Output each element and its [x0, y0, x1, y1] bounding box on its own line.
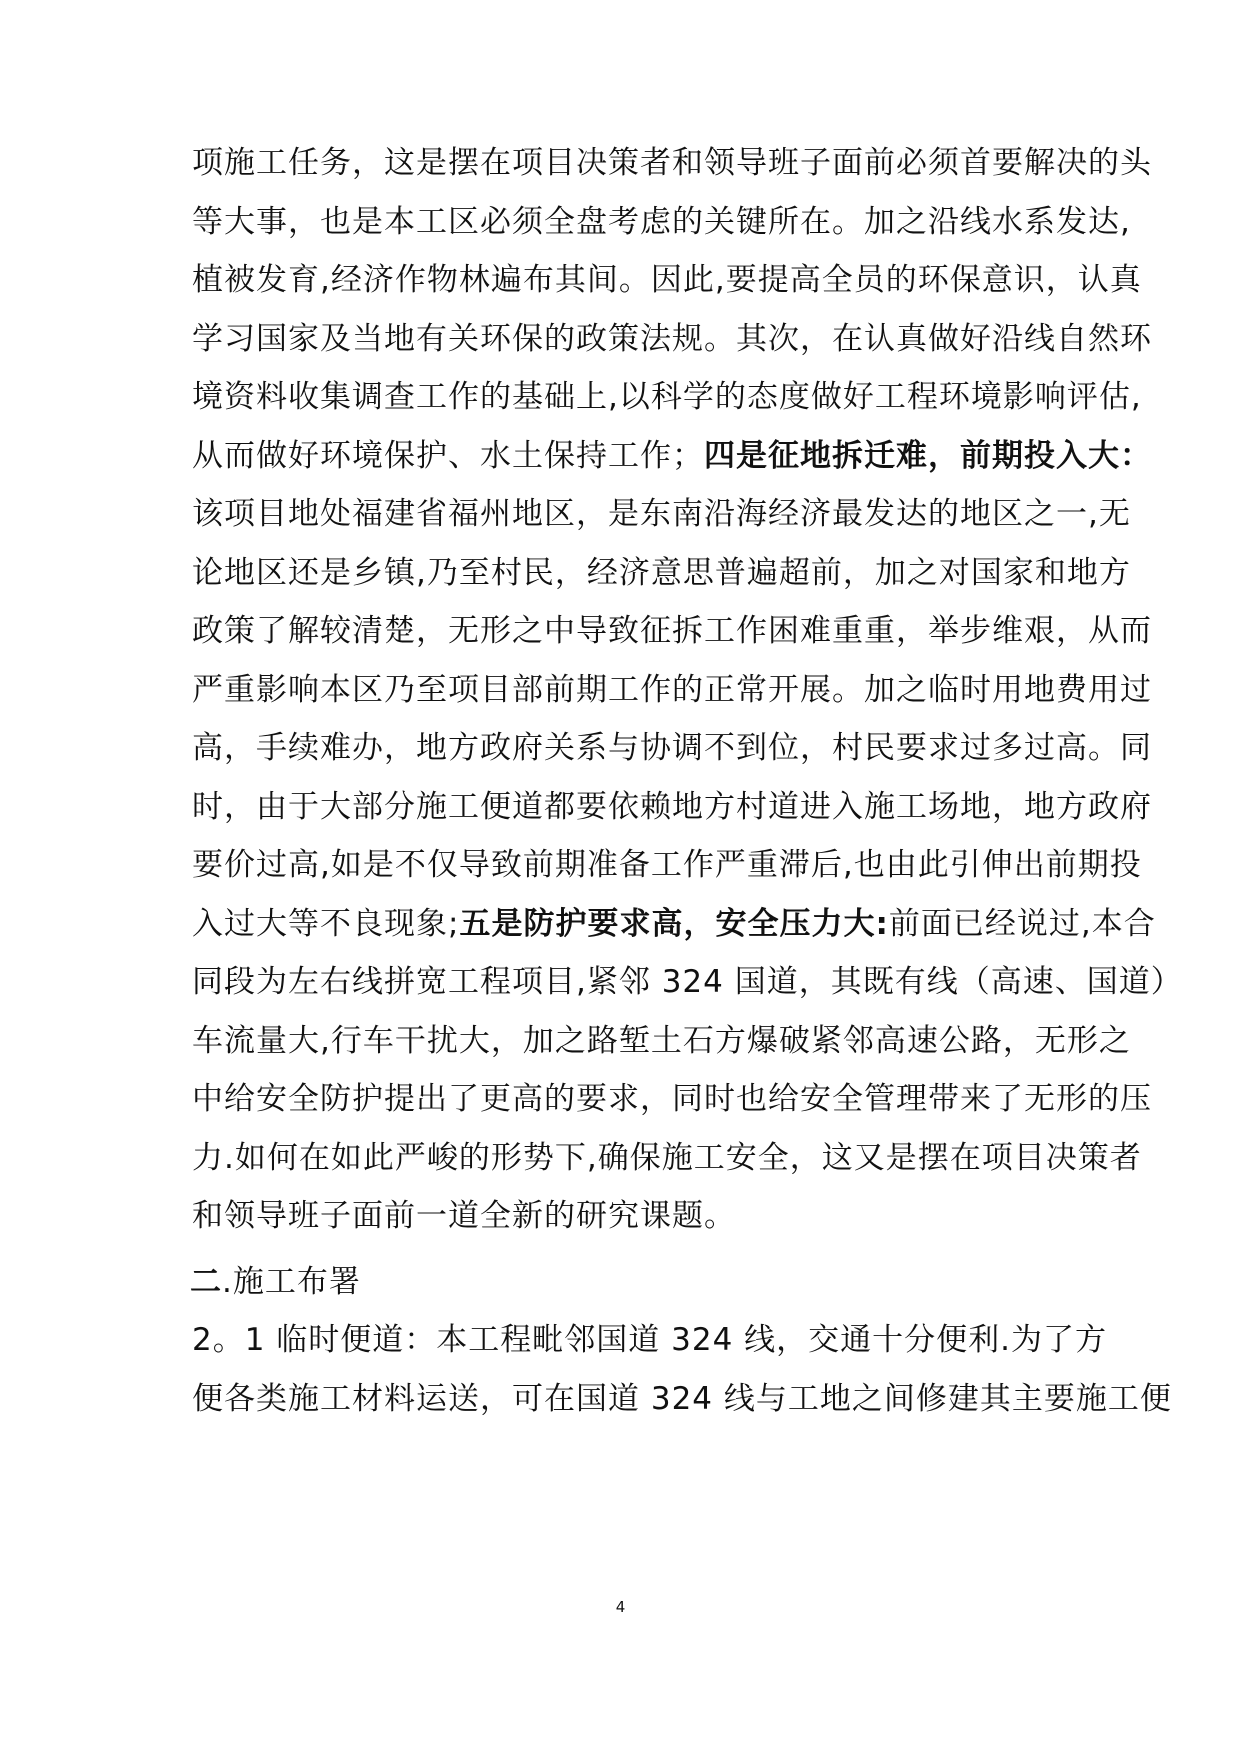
text-line [192, 787, 1152, 827]
text-segment: 前面已经说过,本合 [888, 905, 1156, 942]
text-segment: 论地区还是乡镇,乃至村民，经济意思普遍超前，加之对国家和地方 [192, 554, 1131, 591]
text-line [192, 611, 1152, 651]
text-segment: 该项目地处福建省福州地区，是东南沿海经济最发达的地区之一,无 [192, 496, 1131, 532]
text-line [192, 436, 1152, 476]
text-segment: 等大事，也是本工区必须全盘考虑的关键所在。加之沿线水系发达, [192, 203, 1131, 240]
text-line [192, 1196, 1062, 1236]
text-line [192, 845, 1142, 885]
text-segment: 从而做好环境保护、水土保持工作； [192, 437, 704, 474]
text-segment: 学习国家及当地有关环保的政策法规。其次，在认真做好沿线自然环 [192, 320, 1152, 357]
text-segment: 政策了解较清楚，无形之中导致征拆工作困难重重，举步维艰，从而 [192, 613, 1152, 649]
text-segment: 严重影响本区乃至项目部前期工作的正常开展。加之临时用地费用过 [192, 671, 1152, 708]
text-segment: 力.如何在如此严峻的形势下,确保施工安全，这又是摆在项目决策者 [192, 1139, 1142, 1176]
text-segment: 车流量大,行车干扰大，加之路堑土石方爆破紧邻高速公路，无形之 [192, 1022, 1131, 1059]
text-line [192, 962, 1183, 1002]
text-line [192, 377, 1142, 417]
text-segment: 时，由于大部分施工便道都要依赖地方村道进入施工场地，地方政府 [192, 788, 1152, 825]
text-segment: 境资料收集调查工作的基础上,以科学的态度做好工程环境影响评估, [192, 379, 1142, 415]
bold-text-segment: 四是征地拆迁难，前期投入大： [704, 437, 1152, 474]
text-segment: 中给安全防护提出了更高的要求，同时也给安全管理带来了无形的压 [192, 1081, 1152, 1117]
text-line [192, 728, 1152, 768]
text-line [192, 260, 1142, 300]
text-segment: 便各类施工材料运送，可在国道 324 线与工地之间修建其主要施工便 [192, 1380, 1172, 1417]
text-line [192, 494, 1131, 534]
text-line [192, 1079, 1152, 1119]
section-heading [190, 1262, 361, 1302]
text-segment: 植被发育,经济作物林遍布其间。因此,要提高全员的环保意识，认真 [192, 262, 1142, 298]
page-number: 4 [615, 1598, 626, 1616]
text-line [192, 553, 1131, 593]
text-segment: 要价过高,如是不仅导致前期准备工作严重滞后,也由此引伸出前期投 [192, 847, 1142, 883]
text-line [192, 1320, 1108, 1360]
text-line [192, 1021, 1131, 1061]
text-line [192, 1138, 1142, 1178]
text-line [192, 670, 1152, 710]
text-segment: 入过大等不良现象; [192, 905, 460, 942]
text-line [192, 202, 1131, 242]
bold-text-segment: 五是防护要求高，安全压力大: [459, 905, 889, 942]
text-line [192, 319, 1152, 359]
section-heading-title: .施工布署 [222, 1264, 361, 1300]
text-segment: 2。1 临时便道：本工程毗邻国道 324 线，交通十分便利.为了方 [192, 1322, 1108, 1358]
text-segment: 高，手续难办，地方政府关系与协调不到位，村民要求过多过高。同 [192, 730, 1152, 766]
text-segment: 项施工任务，这是摆在项目决策者和领导班子面前必须首要解决的头 [192, 145, 1152, 181]
text-line [192, 904, 1156, 944]
section-heading-number: 二 [190, 1264, 222, 1300]
text-line [192, 143, 1152, 183]
text-segment: 和领导班子面前一道全新的研究课题。 [192, 1198, 736, 1234]
text-line [192, 1379, 1172, 1419]
text-segment: 同段为左右线拼宽工程项目,紧邻 324 国道，其既有线（高速、国道） [192, 964, 1183, 1000]
